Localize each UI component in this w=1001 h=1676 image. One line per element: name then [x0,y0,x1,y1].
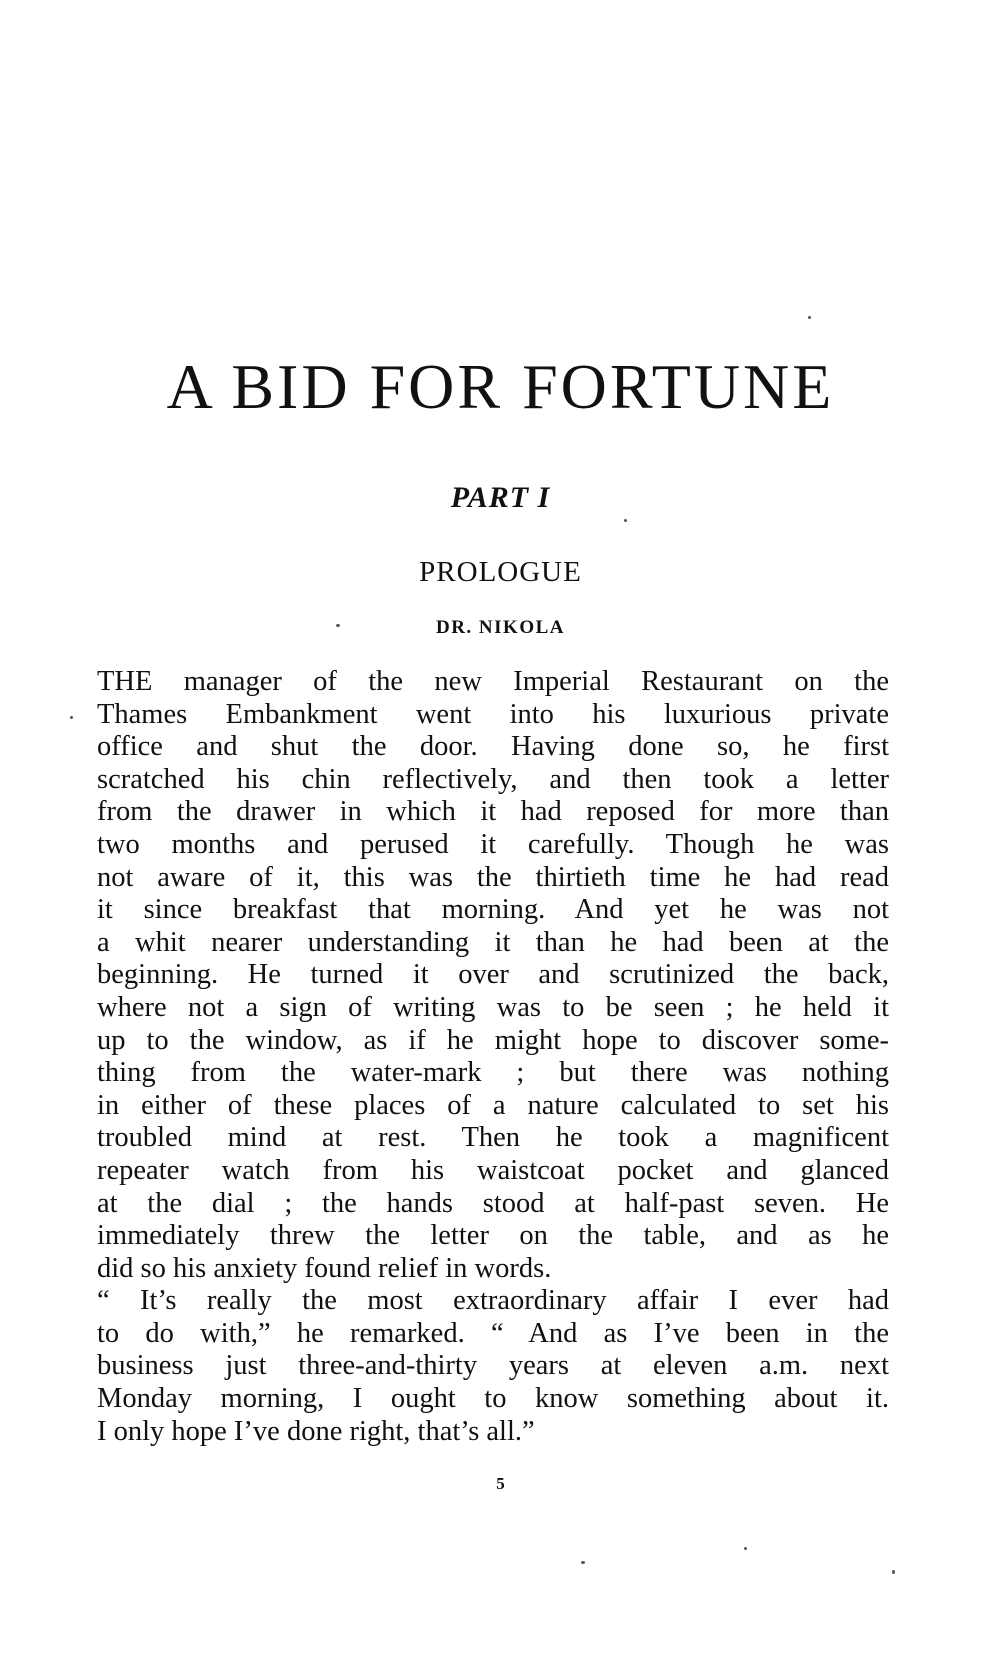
scan-speck [892,1570,895,1574]
page-number: 5 [496,1474,505,1493]
text-line: “ It’s really the most extraordinary affair I ever had [97,1285,889,1317]
paragraph-2 [97,1285,889,1448]
text-line: up to the window, as if he might hope to discover some- [97,1024,889,1056]
chapter-title: DR. NIKOLA [435,617,565,638]
scan-speck [624,519,627,522]
text-line: where not a sign of writing was to be seen ; he held it [97,991,889,1023]
text-line: Thames Embankment went into his luxurious private [97,698,889,730]
scan-speck [808,316,811,319]
text-line: thing from the water-mark ; but there was nothing [97,1057,889,1089]
text-line: business just three-and-thirty years at eleven a.m. next [97,1350,889,1382]
text-line: beginning. He turned it over and scrutinized the back, [97,959,889,991]
section-heading: PROLOGUE [419,556,582,588]
text-line: in either of these places of a nature calculated to set his [97,1089,889,1121]
text-line: not aware of it, this was the thirtieth time he had read [97,861,889,893]
body-text [97,666,889,1448]
text-line: I only hope I’ve done right, that’s all.” [97,1415,535,1447]
text-line: office and shut the door. Having done so, he first [97,731,889,763]
scan-speck [336,624,340,627]
scan-speck [744,1547,747,1550]
text-line: from the drawer in which it had reposed for more than [97,796,889,828]
paragraph-1 [97,666,889,1285]
text-line: troubled mind at rest. Then he took a magnificent [97,1122,889,1154]
scan-speck [70,716,73,719]
text-line: repeater watch from his waistcoat pocket and glanced [97,1154,889,1186]
text-line: Monday morning, I ought to know something about it. [97,1383,889,1415]
text-line: it since breakfast that morning. And yet he was not [97,894,889,926]
text-line: two months and perused it carefully. Though he was [97,828,889,860]
text-line: scratched his chin reflectively, and then took a letter [97,763,889,795]
scan-speck [581,1561,585,1564]
text-line: immediately threw the letter on the table, and as he [97,1220,889,1252]
book-title: A BID FOR FORTUNE [166,351,835,422]
text-line: did so his anxiety found relief in words. [97,1252,552,1284]
text-line: to do with,” he remarked. “ And as I’ve been in the [97,1317,889,1349]
text-line: a whit nearer understanding it than he had been at the [97,926,889,958]
text-line: at the dial ; the hands stood at half-past seven. He [97,1187,889,1219]
part-heading: PART I [450,481,551,514]
text-line: THE manager of the new Imperial Restaurant on the [97,666,889,697]
